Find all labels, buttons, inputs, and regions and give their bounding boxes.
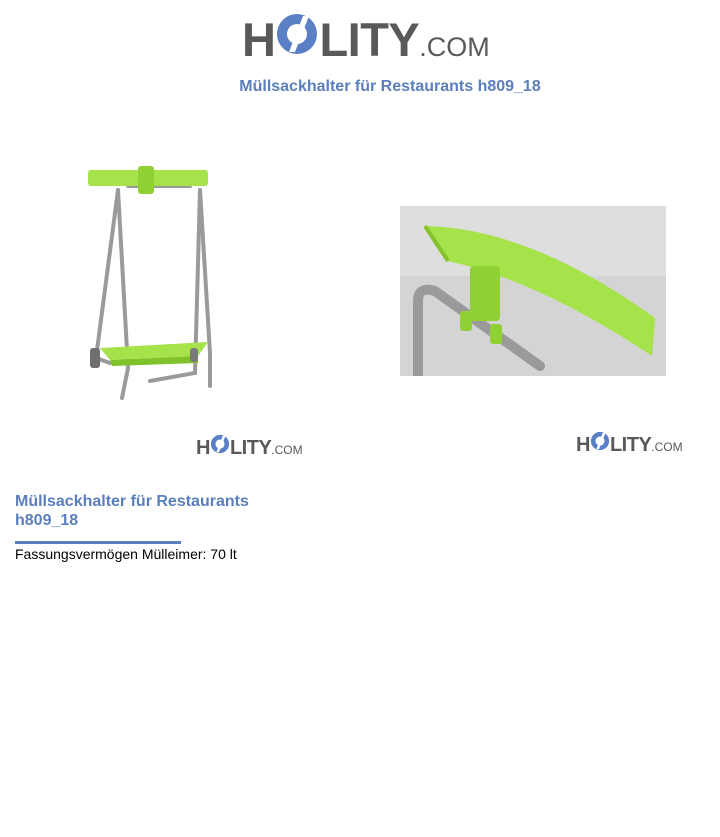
- logo-letters-lity: LITY: [609, 434, 652, 456]
- logo-o-icon: [590, 431, 610, 451]
- holity-logo-small[interactable]: [196, 434, 303, 460]
- logo-suffix: .COM: [419, 32, 490, 62]
- logo-letters-lity: LITY: [319, 13, 420, 66]
- product-image-closeup: [400, 206, 666, 376]
- holity-logo[interactable]: [242, 12, 490, 68]
- holity-logo-small[interactable]: [576, 431, 683, 457]
- logo-o-icon: [210, 434, 230, 454]
- logo-letters-lity: LITY: [229, 437, 272, 459]
- logo-letter-h: H: [242, 13, 276, 66]
- logo-suffix: .COM: [271, 443, 303, 457]
- product-image-stand: [80, 158, 240, 408]
- page-title: Müllsackhalter für Restaurants h809_18: [239, 78, 541, 95]
- logo-suffix: .COM: [651, 440, 683, 454]
- logo-letter-h: H: [576, 434, 590, 456]
- logo-letter-h: H: [196, 437, 210, 459]
- product-heading: Müllsackhalter für Restaurants h809_18: [15, 493, 249, 529]
- heading-divider: [15, 541, 181, 544]
- capacity-spec: Fassungsvermögen Mülleimer: 70 lt: [15, 546, 237, 562]
- logo-o-icon: [275, 12, 319, 56]
